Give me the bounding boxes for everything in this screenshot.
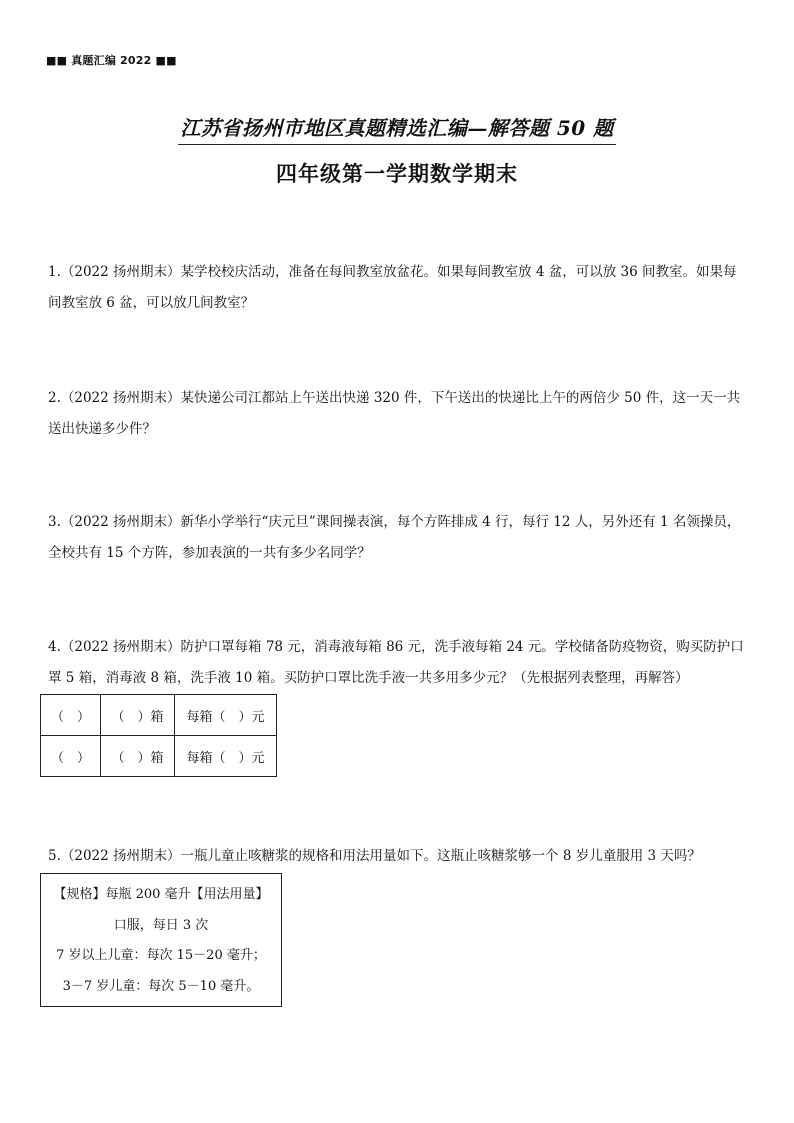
table-cell: （ ） — [41, 695, 101, 736]
spec-line: 7 岁以上儿童：每次 15－20 毫升； — [56, 948, 266, 963]
table-cell: （ ）箱 — [101, 695, 175, 736]
question-3 — [48, 507, 748, 569]
question-text: 全校共有 15 个方阵，参加表演的一共有多少名同学？ — [48, 545, 371, 561]
table-cell: 每箱（ ）元 — [175, 736, 277, 777]
table-row — [41, 695, 277, 736]
syrup-spec-box — [40, 873, 282, 1007]
organize-table — [40, 694, 277, 777]
table-cell: （ ） — [41, 736, 101, 777]
spec-line: 【规格】每瓶 200 毫升【用法用量】 — [53, 887, 269, 902]
question-text: 3.（2022 扬州期末）新华小学举行“庆元旦”课间操表演，每个方阵排成 4 行，每行 12 人，另外还有 1 名领操员， — [48, 514, 741, 530]
question-text: 2.（2022 扬州期末）某快递公司江都站上午送出快递 320 件，下午送出的快递比上午的两倍少 50 件，这一天一共 — [48, 390, 741, 406]
question-2 — [48, 383, 748, 445]
table-row — [41, 736, 277, 777]
question-text: 罩 5 箱，消毒液 8 箱，洗手液 10 箱。买防护口罩比洗手液一共多用多少元？（先根据列表整理，再解答） — [48, 670, 689, 686]
question-text: 间教室放 6 盆，可以放几间教室？ — [48, 295, 255, 311]
question-text: 4.（2022 扬州期末）防护口罩每箱 78 元，消毒液每箱 86 元，洗手液每箱 24 元。学校储备防疫物资，购买防护口 — [48, 639, 744, 655]
question-text: 送出快递多少件？ — [48, 421, 156, 437]
document-title: 江苏省扬州市地区真题精选汇编—解答题 50 题 — [178, 112, 615, 145]
page-header: ■■ 真题汇编 2022 ■■ — [46, 54, 177, 67]
question-1 — [48, 257, 748, 319]
question-text: 1.（2022 扬州期末）某学校校庆活动，准备在每间教室放盆花。如果每间教室放 4 盆，可以放 36 间教室。如果每 — [48, 264, 737, 280]
title-block — [0, 112, 794, 145]
document-subtitle: 四年级第一学期数学期末 — [276, 161, 518, 186]
spec-line: 3－7 岁儿童：每次 5－10 毫升。 — [62, 978, 260, 994]
question-4 — [48, 632, 748, 694]
question-text: 5.（2022 扬州期末）一瓶儿童止咳糖浆的规格和用法用量如下。这瓶止咳糖浆够一个 8 岁儿童服用 3 天吗？ — [48, 848, 701, 864]
table-cell: 每箱（ ）元 — [175, 695, 277, 736]
table-cell: （ ）箱 — [101, 736, 175, 777]
spec-line: 口服，每日 3 次 — [113, 917, 209, 933]
question-5 — [48, 841, 748, 872]
